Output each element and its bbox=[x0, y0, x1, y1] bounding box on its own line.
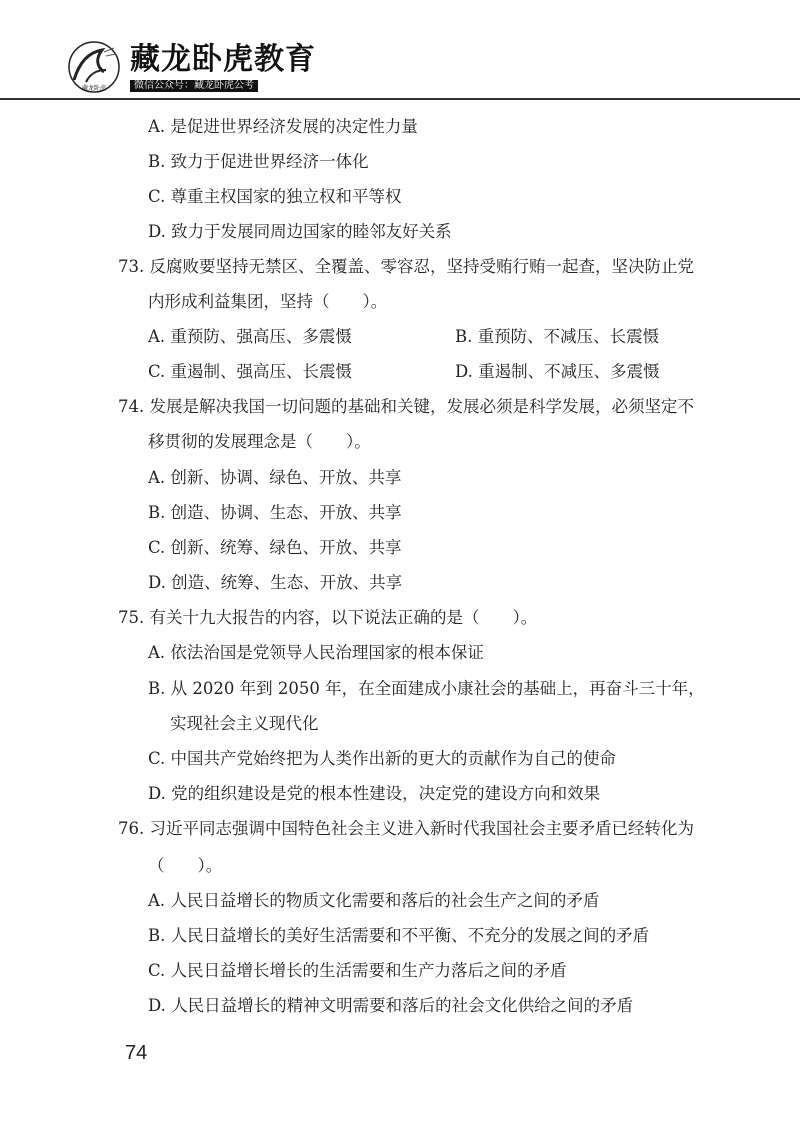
q75-option-d: D. 党的组织建设是党的根本性建设，决定党的建设方向和效果 bbox=[148, 784, 601, 803]
q74-option-c: C. 创新、统筹、绿色、开放、共享 bbox=[148, 538, 402, 557]
logo-caption: 藏龙卧虎 bbox=[81, 85, 107, 92]
q72-option-c: C. 尊重主权国家的独立权和平等权 bbox=[148, 187, 402, 206]
q74-stem-line2: 移贯彻的发展理念是（ ）。 bbox=[148, 432, 371, 451]
q72-option-b: B. 致力于促进世界经济一体化 bbox=[148, 152, 369, 171]
q75-option-a: A. 依法治国是党领导人民治理国家的根本保证 bbox=[148, 643, 484, 662]
q74-option-d: D. 创造、统筹、生态、开放、共享 bbox=[148, 573, 403, 592]
q73-option-c: C. 重遏制、强高压、长震慑 bbox=[148, 362, 353, 381]
q76-option-d: D. 人民日益增长的精神文明需要和落后的社会文化供给之间的矛盾 bbox=[148, 996, 634, 1015]
q73-stem-line1: 73. 反腐败要坚持无禁区、全覆盖、零容忍，坚持受贿行贿一起查，坚决防止党 bbox=[118, 257, 694, 276]
q72-option-d: D. 致力于发展同周边国家的睦邻友好关系 bbox=[148, 222, 452, 241]
q75-stem-line1: 75. 有关十九大报告的内容，以下说法正确的是（ ）。 bbox=[118, 608, 538, 627]
dragon-tiger-logo-icon bbox=[66, 40, 122, 94]
brand-title: 藏龙卧虎教育 bbox=[130, 42, 316, 77]
q73-stem-line2: 内形成利益集团，坚持（ ）。 bbox=[148, 292, 388, 311]
q76-option-a: A. 人民日益增长的物质文化需要和落后的社会生产之间的矛盾 bbox=[148, 891, 600, 910]
brand-subline: 微信公众号：藏龙卧虎公考 bbox=[130, 80, 258, 92]
q76-option-c: C. 人民日益增长增长的生活需要和生产力落后之间的矛盾 bbox=[148, 961, 567, 980]
q73-option-b: B. 重预防、不减压、长震慑 bbox=[455, 327, 660, 346]
q73-option-a: A. 重预防、强高压、多震慑 bbox=[148, 327, 352, 346]
q72-option-a: A. 是促进世界经济发展的决定性力量 bbox=[148, 117, 418, 136]
q75-option-b-line2: 实现社会主义现代化 bbox=[170, 714, 319, 733]
q74-option-a: A. 创新、协调、绿色、开放、共享 bbox=[148, 468, 402, 487]
q74-stem-line1: 74. 发展是解决我国一切问题的基础和关键，发展必须是科学发展，必须坚定不 bbox=[118, 397, 694, 416]
q76-stem-line1: 76. 习近平同志强调中国特色社会主义进入新时代我国社会主要矛盾已经转化为 bbox=[118, 819, 694, 838]
q76-option-b: B. 人民日益增长的美好生活需要和不平衡、不充分的发展之间的矛盾 bbox=[148, 926, 650, 945]
header-divider bbox=[0, 98, 800, 100]
q73-option-d: D. 重遏制、不减压、多震慑 bbox=[455, 362, 660, 381]
q75-option-b-line1: B. 从 2020 年到 2050 年，在全面建成小康社会的基础上，再奋斗三十年， bbox=[148, 679, 705, 698]
page-number: 74 bbox=[125, 1042, 148, 1064]
q74-option-b: B. 创造、协调、生态、开放、共享 bbox=[148, 503, 402, 522]
page-header bbox=[0, 0, 800, 100]
q76-stem-line2: （ ）。 bbox=[148, 856, 223, 875]
q75-option-c: C. 中国共产党始终把为人类作出新的更大的贡献作为自己的使命 bbox=[148, 749, 617, 768]
